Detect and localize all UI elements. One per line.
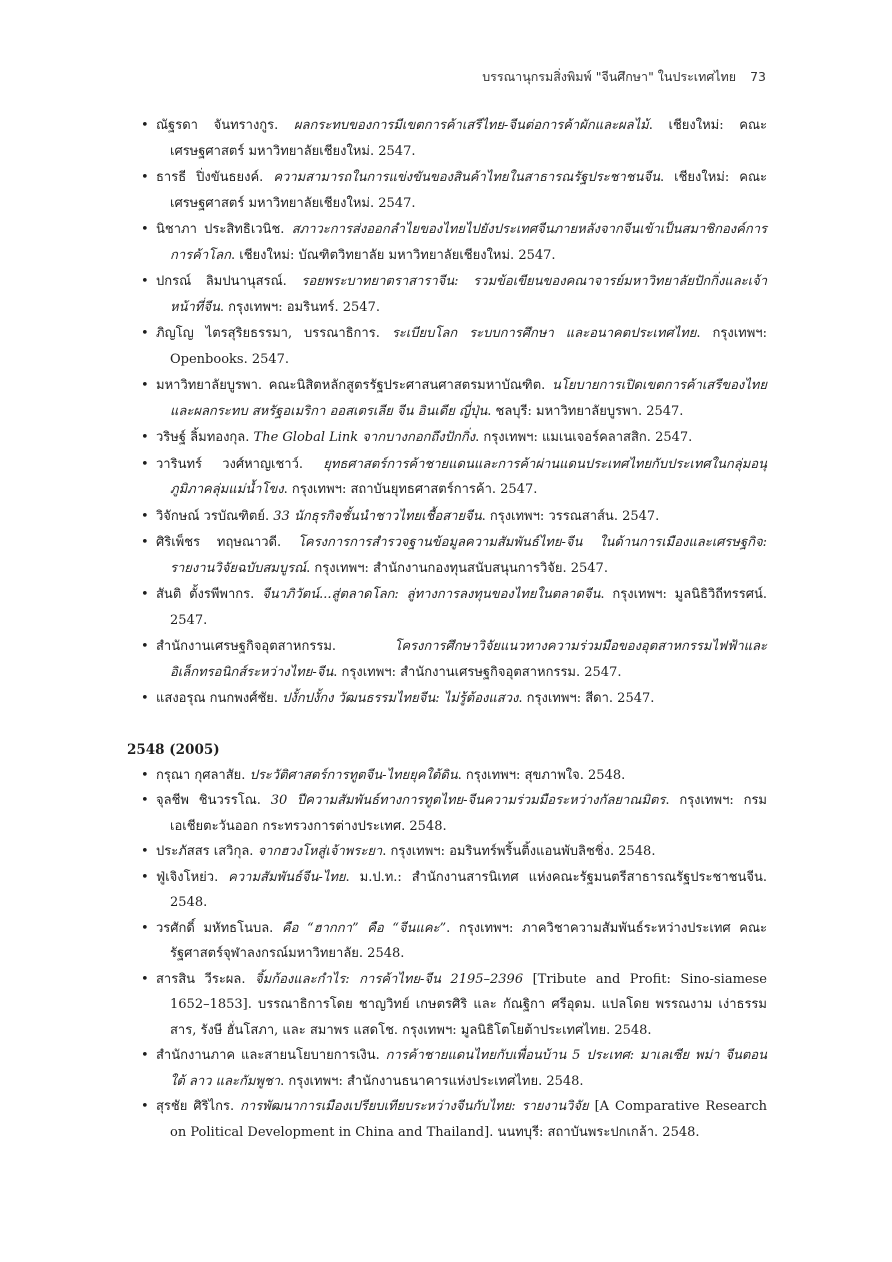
entry-author: วิจักษณ์ วรบัณฑิตย์. [156, 508, 274, 524]
entry-publication: . กรุงเทพฯ: สำนักงานกองทุนสนับสนุนการวิจัย. 2547. [306, 560, 608, 576]
entry-author: มหาวิทยาลัยบูรพา. คณะนิสิตหลักสูตรรัฐประศาสนศาสตรมหาบัณฑิต. [156, 378, 552, 393]
entry-author: จุลชีพ ชินวรรโณ. [156, 793, 271, 808]
entry-publication: [A Comparative Research on Political Development in China and Thailand]. นนทบุรี: สถาบันพระปกเกล้า. 2548. [170, 1099, 768, 1140]
entry-title: จิ้มก้องและกำไร: การค้าไทย-จีน 2195–2396 [255, 971, 524, 987]
entry-publication: . เชียงใหม่: บัณฑิตวิทยาลัย มหาวิทยาลัยเชียงใหม่. 2547. [230, 247, 556, 263]
entry-title: ยุทธศาสตร์การค้าชายแดนและการค้าผ่านแดนประเทศไทยกับประเทศในกลุ่มอนุภูมิภาคลุ่มแม่น้ำโขง [170, 456, 767, 497]
entry-author: ณัฐรดา จันทรางกูร. [156, 118, 294, 133]
running-head [482, 67, 766, 87]
bibliography-entry [127, 788, 767, 839]
bibliography-entry [127, 839, 767, 865]
running-head-title: บรรณานุกรมสิ่งพิมพ์ "จีนศึกษา" ในประเทศไทย [482, 69, 737, 84]
entry-publication: . กรุงเทพฯ: อมรินทร์พริ้นติ้งแอนพับลิชชิ่ง. 2548. [382, 844, 656, 859]
bibliography-content [127, 113, 767, 1145]
entry-publication: [Tribute and Profit: Sino-siamese 1652–1853]. บรรณาธิการโดย ชาญวิทย์ เกษตรศิริ และ กัณฐิกา ศรีอุดม. แปลโดย พรรณงาม เง่าธรรมสาร, รังษี ฮั่นโสภา, และ สมาพร แสดโช. กรุงเทพฯ: มูลนิธิโตโยต้าประเทศไทย. 2548. [170, 971, 767, 1038]
year-number: 2548 [127, 741, 165, 758]
bibliography-entry [127, 582, 767, 633]
entries-2547 [127, 113, 767, 712]
entry-publication: . กรุงเทพฯ: กรมเอเชียตะวันออก กระทรวงการต่างประเทศ. 2548. [170, 793, 767, 834]
entry-title: จากฮวงโหสู่เจ้าพระยา [257, 844, 383, 859]
year-heading [127, 737, 767, 763]
entry-author: สันติ ตั้งรพีพากร. [156, 587, 263, 602]
entry-author: ฟู่เจิงโหย่ว. [156, 869, 229, 885]
entry-author: สำนักงานภาค และสายนโยบายการเงิน. [156, 1048, 386, 1063]
bibliography-entry [127, 634, 767, 685]
entry-publication: . กรุงเทพฯ: สุขภาพใจ. 2548. [457, 767, 626, 783]
entry-title: ความสามารถในการแข่งขันของสินค้าไทยในสาธารณรัฐประชาชนจีน [273, 170, 660, 185]
entry-title: The Global Link จากบางกอกถึงปักกิ่ง [253, 430, 476, 445]
entry-publication: . กรุงเทพฯ: สำนักงานเศรษฐกิจอุตสาหกรรม. 2547. [333, 664, 622, 680]
entry-publication: . กรุงเทพฯ: วรรณสาส์น. 2547. [481, 508, 660, 524]
entry-author: วริษฐ์ ลิ้มทองกุล. [156, 430, 254, 445]
entry-title: จีนาภิวัตน์...สู่ตลาดโลก: ลู่ทางการลงทุนของไทยในตลาดจีน [262, 587, 601, 602]
entry-publication: . กรุงเทพฯ: อมรินทร์. 2547. [219, 299, 380, 315]
entry-author: วารินทร์ วงศ์หาญเชาว์. [156, 456, 324, 472]
bibliography-entry [127, 452, 767, 503]
entry-title: การค้าชายแดนไทยกับเพื่อนบ้าน 5 ประเทศ: มาเลเซีย พม่า จีนตอนใต้ ลาว และกัมพูชา [170, 1048, 767, 1089]
entry-author: สุรชัย ศิริไกร. [156, 1099, 241, 1114]
bibliography-entry [127, 916, 767, 967]
entry-publication: . กรุงเทพฯ: ภาควิชาความสัมพันธ์ระหว่างประเทศ คณะรัฐศาสตร์จุฬาลงกรณ์มหาวิทยาลัย. 2548. [170, 920, 767, 961]
entry-title: 33 นักธุรกิจชั้นนำชาวไทยเชื้อสายจีน [273, 508, 482, 524]
entry-publication: . กรุงเทพฯ: แมเนเจอร์คลาสสิก. 2547. [475, 430, 693, 445]
entry-author: ปกรณ์ ลิมปนานุสรณ์. [156, 274, 302, 289]
entry-title: การพัฒนาการเมืองเปรียบเทียบระหว่างจีนกับไทย: รายงานวิจัย [240, 1099, 589, 1114]
entry-title: รอยพระบาทยาตราสาราจีน: รวมข้อเขียนของคณาจารย์มหาวิทยาลัยปักกิ่งและเจ้าหน้าที่จีน [170, 274, 767, 315]
entry-author: ประภัสสร เสวิกุล. [156, 844, 258, 859]
entry-publication: . กรุงเทพฯ: Openbooks. 2547. [170, 326, 767, 367]
bibliography-entry [127, 269, 767, 320]
bibliography-entry [127, 686, 767, 712]
entry-title: ประวัติศาสตร์การทูตจีน-ไทยยุคใต้ดิน [249, 767, 458, 783]
bibliography-entry [127, 763, 767, 789]
bibliography-entry [127, 321, 767, 372]
bibliography-entry [127, 425, 767, 451]
entry-title: นโยบายการเปิดเขตการค้าเสรีของไทยและผลกระทบ สหรัฐอเมริกา ออสเตรเลีย จีน อินเดีย ญี่ปุ่น [170, 378, 767, 419]
page-number: 73 [750, 69, 766, 84]
entry-author: สำนักงานเศรษฐกิจอุตสาหกรรม. [156, 639, 395, 654]
entry-author: นิชาภา ประสิทธิเวนิช. [156, 222, 292, 237]
bibliography-entry [127, 865, 767, 916]
entry-title: ผลกระทบของการมีเขตการค้าเสรีไทย-จีนต่อการค้าผักและผลไม้ [293, 118, 649, 133]
entry-title: คือ “ฮากกา” คือ “จีนแคะ” [281, 920, 447, 936]
bibliography-entry [127, 113, 767, 164]
entry-author: ศิริเพ็ชร ทฤษณาวดี. [156, 535, 298, 550]
entry-title: ความสัมพันธ์จีน-ไทย [228, 869, 346, 885]
entry-author: ธารธี ปิ่งขันธยงค์. [156, 170, 274, 185]
entry-publication: . เชียงใหม่: คณะเศรษฐศาสตร์ มหาวิทยาลัยเชียงใหม่. 2547. [170, 170, 767, 211]
entry-publication: . กรุงเทพฯ: สถาบันยุทธศาสตร์การค้า. 2547. [283, 482, 538, 497]
bibliography-entry [127, 530, 767, 581]
entry-title: โครงการศึกษาวิจัยแนวทางความร่วมมือของอุตสาหกรรมไฟฟ้าและอิเล็กทรอนิกส์ระหว่างไทย-จีน [170, 639, 767, 680]
entry-publication: . เชียงใหม่: คณะเศรษฐศาสตร์ มหาวิทยาลัยเชียงใหม่. 2547. [170, 118, 767, 159]
entry-publication: . กรุงเทพฯ: มูลนิธิวิถีทรรศน์. 2547. [170, 587, 767, 628]
entry-author: สารสิน วีระผล. [156, 971, 256, 987]
entry-publication: . ชลบุรี: มหาวิทยาลัยบูรพา. 2547. [487, 403, 684, 419]
entry-publication: . กรุงเทพฯ: สำนักงานธนาคารแห่งประเทศไทย. 2548. [280, 1073, 584, 1089]
entry-publication: . ม.ป.ท.: สำนักงานสารนิเทศ แห่งคณะรัฐมนตรีสาธารณรัฐประชาชนจีน. 2548. [170, 869, 767, 910]
bibliography-entry [127, 217, 767, 268]
entry-title: 30 ปีความสัมพันธ์ทางการทูตไทย-จีนความร่วมมือระหว่างกัลยาณมิตร [270, 793, 666, 808]
year-gregorian: (2005) [169, 741, 220, 758]
entry-author: แสงอรุณ กนกพงศ์ชัย. [156, 691, 283, 706]
bibliography-entry [127, 1043, 767, 1094]
bibliography-entry [127, 373, 767, 424]
entries-2548 [127, 763, 767, 1146]
entry-publication: . กรุงเทพฯ: สีดา. 2547. [518, 691, 655, 706]
entry-author: กรุณา กุศลาสัย. [156, 767, 250, 783]
entry-title: ปงั้กปงั้กง วัฒนธรรมไทยจีน: ไม่รู้ต้องแสวง [282, 691, 519, 706]
entry-title: สภาวะการส่งออกลำไยของไทยไปยังประเทศจีนภายหลังจากจีนเข้าเป็นสมาชิกองค์การการค้าโลก [170, 222, 767, 263]
entry-author: วรศักดิ์ มหัทธโนบล. [156, 920, 282, 936]
entry-title: ระเบียบโลก ระบบการศึกษา และอนาคตประเทศไทย [391, 326, 697, 341]
entry-author: ภิญโญ ไตรสุริยธรรมา, บรรณาธิการ. [156, 326, 392, 341]
bibliography-entry [127, 967, 767, 1044]
entry-title: โครงการการสำรวจฐานข้อมูลความสัมพันธ์ไทย-จีน ในด้านการเมืองและเศรษฐกิจ: รายงานวิจัยฉบับสมบูรณ์ [170, 535, 767, 576]
bibliography-entry [127, 504, 767, 530]
bibliography-entry [127, 1094, 767, 1145]
bibliography-entry [127, 165, 767, 216]
